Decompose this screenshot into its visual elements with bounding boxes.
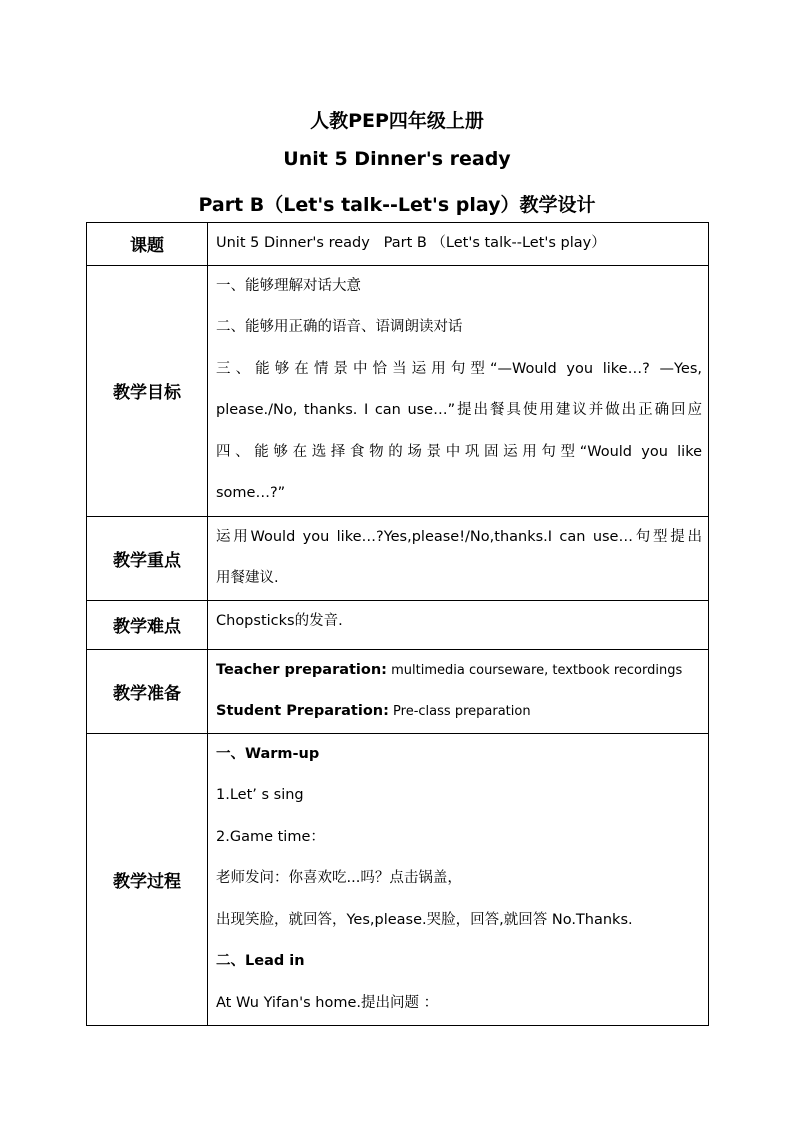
table-row-difficulties xyxy=(87,600,709,649)
key-points-cell xyxy=(208,516,709,600)
student-preparation-label: Student Preparation: xyxy=(216,703,389,719)
objective-line: 四、能够在选择食物的场景中巩固运用句型“Would you like xyxy=(216,443,702,460)
preparation-cell xyxy=(208,649,709,733)
leadin-heading: 二、Lead in xyxy=(216,953,305,969)
lesson-plan-table xyxy=(86,222,709,1026)
topic-cell xyxy=(208,223,709,266)
process-item: 2.Game time： xyxy=(216,828,325,845)
teacher-preparation xyxy=(216,650,702,692)
objectives-cell xyxy=(208,265,709,516)
student-preparation xyxy=(216,691,702,733)
process-label: 教学过程 xyxy=(87,733,208,1025)
key-point-line: 运用Would you like…?Yes,please!/No,thanks.I can use…句型提出 xyxy=(216,528,702,545)
objective-line: please./No, thanks. I can use…”提出餐具使用建议并做出正确回应 xyxy=(216,402,702,418)
process-item: 老师发问：你喜欢吃...吗？点击锅盖， xyxy=(216,870,462,886)
difficulties-cell xyxy=(208,600,709,649)
topic-value: Unit 5 Dinner's ready Part B （Let's talk--Let's play） xyxy=(216,235,606,251)
topic-label: 课题 xyxy=(87,223,208,266)
key-points-label: 教学重点 xyxy=(87,516,208,600)
process-item: 1.Let’ s sing xyxy=(216,787,304,803)
student-preparation-value: Pre-class preparation xyxy=(388,704,531,719)
table-row-process xyxy=(87,733,709,1025)
objectives-label: 教学目标 xyxy=(87,265,208,516)
objective-line: 二、能够用正确的语音、语调朗读对话 xyxy=(216,319,463,335)
unit-title: Unit 5 Dinner's ready xyxy=(283,148,511,170)
table-row-key-points xyxy=(87,516,709,600)
lesson-subtitle: Part B（Let's talk--Let's play）教学设计 xyxy=(198,194,596,216)
key-point-line: 用餐建议. xyxy=(216,570,279,586)
objective-line: 三、能够在情景中恰当运用句型“—Would you like…? —Yes, xyxy=(216,360,702,377)
teacher-preparation-label: Teacher preparation: xyxy=(216,661,387,678)
process-cell xyxy=(208,733,709,1025)
objective-line: 一、能够理解对话大意 xyxy=(216,277,361,294)
objective-line: some…?” xyxy=(216,485,286,501)
table-row-objectives xyxy=(87,265,709,516)
process-item: At Wu Yifan's home.提出问题 ： xyxy=(216,994,439,1011)
teacher-preparation-value: multimedia courseware, textbook recordings xyxy=(386,662,683,678)
preparation-label: 教学准备 xyxy=(87,649,208,733)
table-row-topic xyxy=(87,223,709,266)
warmup-heading: 一、Warm-up xyxy=(216,745,320,762)
document-title: 人教PEP四年级上册 xyxy=(310,110,484,132)
difficulties-value: Chopsticks的发音. xyxy=(216,612,343,629)
difficulties-label: 教学难点 xyxy=(87,600,208,649)
process-item: 出现笑脸，就回答，Yes,please.哭脸，回答,就回答 No.Thanks. xyxy=(216,911,633,928)
table-row-preparation xyxy=(87,649,709,733)
